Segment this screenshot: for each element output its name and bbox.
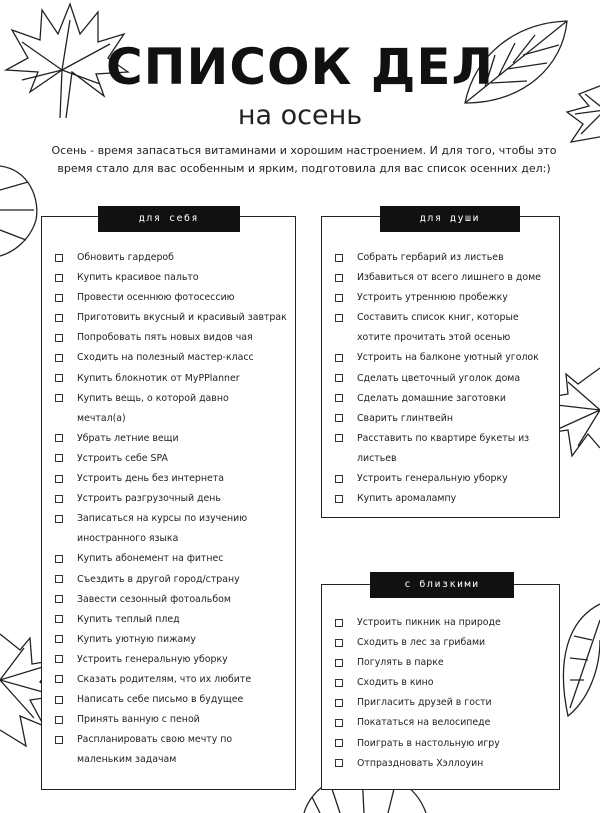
list-item[interactable]: Сходить на полезный мастер-класс	[55, 348, 291, 368]
list-item[interactable]: Провести осеннюю фотосессию	[55, 288, 291, 308]
list-item[interactable]: Устроить утреннюю пробежку	[335, 288, 555, 308]
list-item[interactable]: Погулять в парке	[335, 653, 555, 673]
list-item[interactable]: Устроить на балконе уютный уголок	[335, 348, 555, 368]
checkbox[interactable]	[55, 736, 63, 744]
checkbox[interactable]	[335, 639, 343, 647]
checkbox[interactable]	[335, 354, 343, 362]
checkbox[interactable]	[55, 495, 63, 503]
checkbox[interactable]	[55, 374, 63, 382]
checkbox[interactable]	[55, 434, 63, 442]
list-item[interactable]: Устроить себе SPA	[55, 449, 291, 469]
checkbox[interactable]	[335, 495, 343, 503]
checkbox[interactable]	[55, 555, 63, 563]
list-item[interactable]: Сварить глинтвейн	[335, 409, 555, 429]
list-item[interactable]: Расставить по квартире букеты из листьев	[335, 429, 542, 469]
checkbox[interactable]	[335, 759, 343, 767]
list-item[interactable]: Купить вещь, о которой давно мечтал(а)	[55, 389, 247, 429]
list-item[interactable]: Распланировать свою мечту по маленьким задачам	[55, 730, 277, 770]
list-item[interactable]: Устроить пикник на природе	[335, 613, 555, 633]
page-subtitle: на осень	[237, 100, 363, 131]
list-item[interactable]: Поиграть в настольную игру	[335, 734, 555, 754]
list-item[interactable]: Купить красивое пальто	[55, 268, 291, 288]
checkbox[interactable]	[55, 716, 63, 724]
checkbox[interactable]	[55, 515, 63, 523]
list-item[interactable]: Избавиться от всего лишнего в доме	[335, 268, 555, 288]
list-item[interactable]: Составить список книг, которые хотите прочитать этой осенью	[335, 308, 547, 348]
list-item[interactable]: Устроить генеральную уборку	[55, 650, 291, 670]
list-item[interactable]: Устроить генеральную уборку	[335, 469, 555, 489]
checkbox[interactable]	[55, 475, 63, 483]
checkbox[interactable]	[55, 696, 63, 704]
checkbox[interactable]	[55, 595, 63, 603]
list-item[interactable]: Написать себе письмо в будущее	[55, 690, 291, 710]
intro-text: Осень - время запасаться витаминами и хорошим настроением. И для того, чтобы это время стало для вас особенным и ярким, подготовила для вас список осенних дел:)	[51, 144, 557, 175]
checkbox[interactable]	[335, 374, 343, 382]
checkbox[interactable]	[55, 294, 63, 302]
checkbox[interactable]	[335, 699, 343, 707]
list-item[interactable]: Купить теплый плед	[55, 610, 291, 630]
list-item[interactable]: Сделать цветочный уголок дома	[335, 369, 555, 389]
list-item[interactable]: Купить аромалампу	[335, 489, 555, 509]
checkbox[interactable]	[335, 394, 343, 402]
oak-leaf-icon	[0, 160, 45, 260]
checkbox[interactable]	[335, 314, 343, 322]
checkbox[interactable]	[335, 274, 343, 282]
checkbox[interactable]	[55, 635, 63, 643]
list-item[interactable]: Собрать гербарий из листьев	[335, 248, 555, 268]
checkbox[interactable]	[55, 675, 63, 683]
list-item[interactable]: Сходить в лес за грибами	[335, 633, 555, 653]
section-soul-list	[335, 248, 555, 509]
list-item[interactable]: Обновить гардероб	[55, 248, 291, 268]
list-item[interactable]: Купить блокнотик от MyPPlanner	[55, 369, 291, 389]
checkbox[interactable]	[335, 434, 343, 442]
checkbox[interactable]	[55, 334, 63, 342]
list-item[interactable]: Купить уютную пижаму	[55, 630, 291, 650]
checkbox[interactable]	[55, 394, 63, 402]
list-item[interactable]: Приготовить вкусный и красивый завтрак	[55, 308, 291, 328]
section-friends-list	[335, 613, 555, 774]
checkbox[interactable]	[55, 254, 63, 262]
checkbox[interactable]	[335, 739, 343, 747]
checkbox[interactable]	[335, 475, 343, 483]
list-item[interactable]: Пригласить друзей в гости	[335, 693, 555, 713]
list-item[interactable]: Купить абонемент на фитнес	[55, 549, 291, 569]
checkbox[interactable]	[335, 659, 343, 667]
checkbox[interactable]	[55, 354, 63, 362]
page-title: СПИСОК ДЕЛ	[105, 38, 495, 96]
list-item[interactable]: Покататься на велосипеде	[335, 713, 555, 733]
list-item[interactable]: Сказать родителям, что их любите	[55, 670, 291, 690]
list-item[interactable]: Сходить в кино	[335, 673, 555, 693]
list-item[interactable]: Сделать домашние заготовки	[335, 389, 555, 409]
list-item[interactable]: Попробовать пять новых видов чая	[55, 328, 291, 348]
checkbox[interactable]	[55, 655, 63, 663]
section-self-list	[55, 248, 291, 770]
section-self-header: для себя	[98, 206, 240, 232]
checkbox[interactable]	[335, 294, 343, 302]
checkbox[interactable]	[55, 575, 63, 583]
checkbox[interactable]	[335, 719, 343, 727]
checkbox[interactable]	[335, 414, 343, 422]
list-item[interactable]: Отпраздновать Хэллоуин	[335, 754, 555, 774]
checkbox[interactable]	[335, 679, 343, 687]
list-item[interactable]: Съездить в другой город/страну	[55, 570, 291, 590]
checkbox[interactable]	[335, 254, 343, 262]
checkbox[interactable]	[335, 619, 343, 627]
checkbox[interactable]	[55, 314, 63, 322]
list-item[interactable]: Записаться на курсы по изучению иностранного языка	[55, 509, 277, 549]
list-item[interactable]: Принять ванную с пеной	[55, 710, 291, 730]
checkbox[interactable]	[55, 454, 63, 462]
section-friends-header: с близкими	[370, 572, 514, 598]
checkbox[interactable]	[55, 615, 63, 623]
checkbox[interactable]	[55, 274, 63, 282]
list-item[interactable]: Устроить разгрузочный день	[55, 489, 291, 509]
list-item[interactable]: Завести сезонный фотоальбом	[55, 590, 291, 610]
list-item[interactable]: Убрать летние вещи	[55, 429, 291, 449]
section-soul-header: для души	[380, 206, 520, 232]
list-item[interactable]: Устроить день без интернета	[55, 469, 291, 489]
